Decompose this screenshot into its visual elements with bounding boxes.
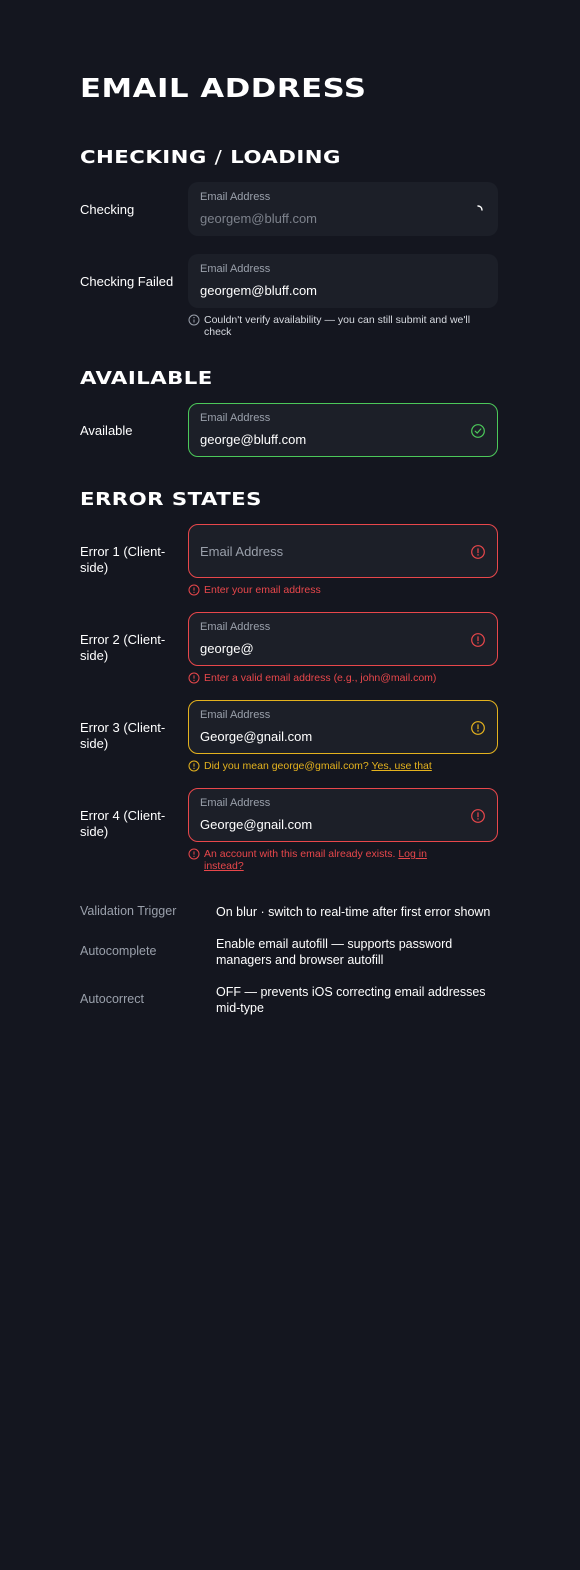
helper-text-error bbox=[188, 672, 494, 684]
section-title-checking-b: LOADING bbox=[230, 147, 341, 168]
info-circle-icon bbox=[188, 314, 200, 326]
alert-circle-icon bbox=[470, 808, 486, 824]
spec-key: Validation Trigger bbox=[80, 904, 177, 918]
spec-value: OFF — prevents iOS correcting email addresses mid-type bbox=[216, 985, 486, 1015]
helper-text-error bbox=[188, 848, 454, 872]
state-label: Checking bbox=[80, 202, 135, 217]
section-title-slash: / bbox=[214, 147, 223, 168]
section-title-checking-a: CHECKING bbox=[80, 147, 207, 168]
field-value: george@ bbox=[200, 641, 254, 656]
state-label: Error 1 (Client-side) bbox=[80, 544, 166, 575]
helper-message: Enter your email address bbox=[204, 584, 321, 596]
use-suggestion-link[interactable]: Yes, use that bbox=[371, 760, 432, 772]
field-value: georgem@bluff.com bbox=[200, 283, 318, 298]
helper-message: Couldn't verify availability — you can still submit and we'll check bbox=[204, 314, 471, 338]
field-label: Email Address bbox=[200, 263, 271, 275]
alert-circle-icon bbox=[470, 720, 486, 736]
field-label: Email Address bbox=[200, 191, 271, 203]
state-label: Available bbox=[80, 423, 133, 438]
field-value: georgem@bluff.com bbox=[200, 211, 318, 226]
state-label: Error 4 (Client-side) bbox=[80, 808, 166, 839]
email-field-checking[interactable] bbox=[188, 182, 498, 236]
email-field-error3[interactable] bbox=[188, 700, 498, 754]
field-label: Email Address bbox=[200, 709, 271, 721]
helper-message: Enter a valid email address (e.g., john@mail.com) bbox=[204, 672, 437, 684]
helper-text-error bbox=[188, 584, 494, 596]
helper-text-info bbox=[188, 314, 494, 338]
spec-value: Enable email autofill — supports password managers and browser autofill bbox=[216, 937, 453, 967]
log-in-link[interactable]: Log in instead? bbox=[204, 848, 427, 872]
alert-circle-icon bbox=[188, 848, 200, 860]
state-label: Error 2 (Client-side) bbox=[80, 632, 166, 663]
page-title: EMAIL ADDRESS bbox=[80, 74, 367, 104]
spec-key: Autocomplete bbox=[80, 944, 157, 958]
section-title-errors: ERROR STATES bbox=[80, 489, 262, 510]
field-label: Email Address bbox=[200, 797, 271, 809]
loading-spinner-icon bbox=[470, 202, 486, 218]
spec-key: Autocorrect bbox=[80, 992, 144, 1006]
alert-circle-icon bbox=[188, 584, 200, 596]
field-value: George@gnail.com bbox=[200, 729, 313, 744]
field-value: George@gnail.com bbox=[200, 817, 313, 832]
email-field-error2[interactable] bbox=[188, 612, 498, 666]
email-field-checking-failed[interactable] bbox=[188, 254, 498, 308]
state-label: Checking Failed bbox=[80, 274, 174, 289]
alert-circle-icon bbox=[470, 632, 486, 648]
alert-circle-icon bbox=[188, 760, 200, 772]
field-value: george@bluff.com bbox=[200, 432, 307, 447]
spec-value: On blur · switch to real-time after first error shown bbox=[216, 905, 491, 919]
alert-circle-icon bbox=[470, 544, 486, 560]
helper-message: An account with this email already exists. bbox=[204, 848, 396, 860]
alert-circle-icon bbox=[188, 672, 200, 684]
helper-text-warning bbox=[188, 760, 494, 772]
email-field-available[interactable] bbox=[188, 403, 498, 457]
state-label: Error 3 (Client-side) bbox=[80, 720, 166, 751]
email-field-error4[interactable] bbox=[188, 788, 498, 842]
field-label: Email Address bbox=[200, 621, 271, 633]
field-placeholder: Email Address bbox=[200, 544, 284, 559]
section-title-available: AVAILABLE bbox=[80, 368, 213, 389]
section-title-checking bbox=[80, 147, 341, 168]
helper-message: Did you mean george@gmail.com? bbox=[204, 760, 369, 772]
field-label: Email Address bbox=[200, 412, 271, 424]
email-field-error1[interactable] bbox=[188, 524, 498, 578]
check-circle-icon bbox=[470, 423, 486, 439]
